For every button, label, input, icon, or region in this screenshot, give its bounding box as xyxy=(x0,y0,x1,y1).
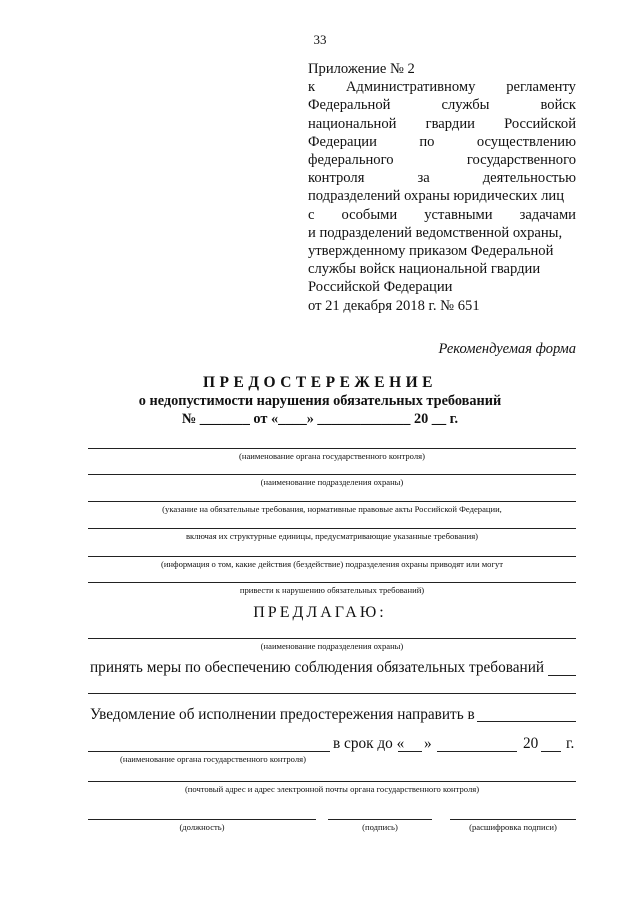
annex-line xyxy=(308,206,576,224)
document-subtitle: о недопустимости нарушения обязательных требований xyxy=(138,393,502,409)
signature-decode-caption: (расшифровка подписи) xyxy=(469,822,557,832)
document-title: ПРЕДОСТЕРЕЖЕНИЕ xyxy=(202,374,438,391)
annex-word: гвардии xyxy=(425,115,475,132)
annex-word: деятельностью xyxy=(482,170,576,187)
annex-word: контроля xyxy=(308,170,365,187)
control-body-caption-2: (наименование органа государственного контроля) xyxy=(120,754,306,764)
deadline-day-field[interactable] xyxy=(398,751,422,752)
annex-word: задачами xyxy=(519,206,576,223)
actions-field-2[interactable] xyxy=(88,582,576,583)
annex-line xyxy=(308,96,576,114)
notify-recipient-field[interactable] xyxy=(477,721,576,722)
notify-text: Уведомление об исполнении предостережения направить в xyxy=(90,706,475,723)
annex-word: осуществлению xyxy=(476,133,576,150)
page-number: 33 xyxy=(313,32,327,47)
annex-word: особыми xyxy=(341,206,398,223)
measures-field-end[interactable] xyxy=(548,675,576,676)
annex-line: от 21 декабря 2018 г. № 651 xyxy=(308,297,480,314)
guard-unit-field[interactable] xyxy=(88,474,576,475)
signature-caption: (подпись) xyxy=(362,822,398,832)
position-caption: (должность) xyxy=(179,822,225,832)
annex-line: и подразделений ведомственной охраны, xyxy=(308,224,563,241)
actions-caption-2: привести к нарушению обязательных требований) xyxy=(239,585,425,595)
annex-line xyxy=(308,151,576,169)
actions-field[interactable] xyxy=(88,556,576,557)
annex-line xyxy=(308,169,576,187)
signature-field[interactable] xyxy=(328,819,432,820)
annex-word: к xyxy=(308,79,316,96)
deadline-year-field[interactable] xyxy=(541,751,561,752)
annex-word: уставными xyxy=(424,206,493,223)
proposal-heading: ПРЕДЛАГАЮ: xyxy=(253,604,387,621)
requirements-field[interactable] xyxy=(88,501,576,502)
deadline-label: в срок до « xyxy=(333,735,405,752)
guard-unit-caption-2: (наименование подразделения охраны) xyxy=(260,641,404,651)
measures-text: принять меры по обеспечению соблюдения обязательных требований xyxy=(90,659,545,676)
address-field[interactable] xyxy=(88,781,576,782)
annex-word: с xyxy=(308,206,315,223)
annex-word: службы xyxy=(441,97,490,114)
annex-word: Административному xyxy=(345,79,476,96)
annex-word: по xyxy=(419,133,435,150)
position-field[interactable] xyxy=(88,819,316,820)
annex-word: Федеральной xyxy=(308,97,391,114)
guard-unit-caption: (наименование подразделения охраны) xyxy=(260,477,404,487)
annex-line xyxy=(308,78,576,96)
deadline-year-suffix: г. xyxy=(566,735,575,752)
requirements-caption-2: включая их структурные единицы, предусматривающие указанные требования) xyxy=(185,531,479,541)
annex-word: за xyxy=(417,170,430,187)
annex-word: Федерации xyxy=(308,133,377,150)
address-caption: (почтовый адрес и адрес электронной почты органа государственного контроля) xyxy=(184,784,480,794)
annex-line xyxy=(308,115,576,133)
annex-line: службы войск национальной гвардии xyxy=(308,261,541,278)
control-body-caption: (наименование органа государственного контроля) xyxy=(239,451,425,461)
control-body-field-2[interactable] xyxy=(88,751,330,752)
annex-word: регламенту xyxy=(506,79,576,96)
annex-line: утвержденному приказом Федеральной xyxy=(308,243,554,260)
requirements-field-2[interactable] xyxy=(88,528,576,529)
annex-line: Российской Федерации xyxy=(308,279,453,296)
annex-line: подразделений охраны юридических лиц xyxy=(308,188,565,205)
annex-word: войск xyxy=(540,97,576,114)
annex-header xyxy=(308,60,576,315)
number-date-line: № _______ от «____» _____________ 20 __ г. xyxy=(181,411,459,427)
annex-word: национальной xyxy=(308,115,397,132)
recommended-form-label: Рекомендуемая форма xyxy=(438,341,576,357)
annex-line: Приложение № 2 xyxy=(308,61,415,77)
requirements-caption-1: (указание на обязательные требования, нормативные правовые акты Российской Федерации, xyxy=(162,504,502,514)
deadline-year-prefix: 20 xyxy=(523,735,539,752)
deadline-month-field[interactable] xyxy=(437,751,517,752)
deadline-close-quote: » xyxy=(424,735,432,752)
annex-word: федерального xyxy=(308,152,394,169)
guard-unit-field-2[interactable] xyxy=(88,638,576,639)
annex-word: Российской xyxy=(504,115,576,132)
actions-caption-1: (информация о том, какие действия (бездействие) подразделения охраны приводят или могут xyxy=(160,559,504,569)
annex-line xyxy=(308,133,576,151)
signature-decode-field[interactable] xyxy=(450,819,576,820)
annex-word: государственного xyxy=(466,152,576,169)
measures-field[interactable] xyxy=(88,693,576,694)
control-body-field[interactable] xyxy=(88,448,576,449)
